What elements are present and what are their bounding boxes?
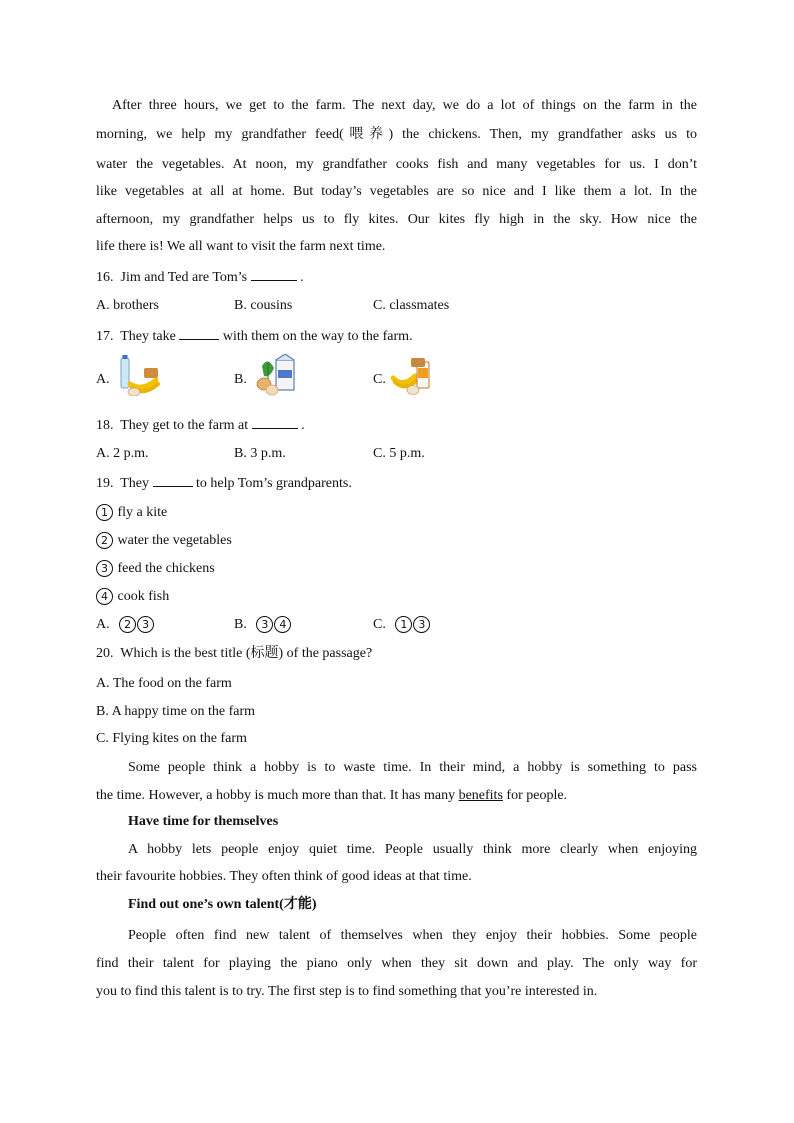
option-b: B. A happy time on the farm: [96, 704, 256, 719]
water-bottle-bananas-image: [116, 354, 162, 396]
option-a-letter: A.: [96, 372, 110, 387]
passage-line: you to find this talent is to try. The first step is to find something that you’re interested in.: [96, 984, 598, 999]
option-letter: C.: [373, 617, 386, 632]
circled-number: 3: [137, 616, 154, 633]
question-stem: They take: [120, 329, 176, 344]
question-stem-end: .: [300, 270, 304, 285]
passage-line: like vegetables at all at home. But today’s vegetables are so nice and I like them a lot. In the: [96, 184, 697, 199]
choice-item: [96, 503, 167, 523]
choice-item: [96, 531, 232, 551]
option-b-letter: B.: [234, 372, 247, 387]
question-stem: Which is the best title (标题) of the passage?: [120, 646, 373, 661]
circled-number: 2: [96, 532, 113, 549]
passage-line: People often find new talent of themselves when they enjoy their hobbies. Some people: [128, 928, 697, 943]
option-b: [234, 615, 292, 635]
passage-line: afternoon, my grandfather helps us to fly kites. Our kites fly high in the sky. How nice the: [96, 212, 697, 227]
passage-text: the time. However, a hobby is much more than that. It has many: [96, 788, 456, 803]
circled-number: 4: [96, 588, 113, 605]
circled-number: 3: [413, 616, 430, 633]
option-letter: B.: [234, 617, 247, 632]
eggs-vegetables-milk-image: [254, 354, 300, 396]
choice-item: [96, 559, 215, 579]
question-18: [96, 414, 305, 436]
answer-blank: [179, 325, 219, 340]
passage-line: A hobby lets people enjoy quiet time. People usually think more clearly when enjoying: [128, 842, 697, 857]
passage-line: their favourite hobbies. They often think of good ideas at that time.: [96, 869, 472, 884]
question-number: 19.: [96, 476, 114, 491]
question-stem-end: to help Tom’s grandparents.: [196, 476, 352, 491]
section-heading: Find out one’s own talent(才能): [128, 897, 317, 912]
option-b: B. cousins: [234, 298, 293, 313]
question-20: [96, 644, 372, 664]
answer-blank: [252, 414, 298, 429]
option-letter: A.: [96, 617, 110, 632]
circled-number: 1: [96, 504, 113, 521]
circled-number: 1: [395, 616, 412, 633]
passage-line: find their talent for playing the piano only when they sit down and play. The only way for: [96, 956, 697, 971]
passage-line: water the vegetables. At noon, my grandfather cooks fish and many vegetables for us. I don’t: [96, 157, 697, 172]
section-heading: Have time for themselves: [128, 814, 279, 829]
choice-text: fly a kite: [117, 505, 168, 520]
question-number: 16.: [96, 270, 114, 285]
passage-line: morning, we help my grandfather feed(喂养) the chickens. Then, my grandfather asks us to: [96, 127, 697, 142]
question-number: 18.: [96, 418, 114, 433]
choice-text: water the vegetables: [117, 533, 232, 548]
question-number: 17.: [96, 329, 114, 344]
option-a: [96, 615, 155, 635]
passage-line: life there is! We all want to visit the farm next time.: [96, 239, 386, 254]
circled-number: 3: [96, 560, 113, 577]
question-19: [96, 472, 352, 494]
question-stem: Jim and Ted are Tom’s: [120, 270, 248, 285]
circled-number: 2: [119, 616, 136, 633]
option-a: A. 2 p.m.: [96, 446, 149, 461]
option-c: C. 5 p.m.: [373, 446, 425, 461]
question-stem: They get to the farm at: [120, 418, 249, 433]
choice-text: feed the chickens: [117, 561, 215, 576]
option-b: B. 3 p.m.: [234, 446, 286, 461]
question-16: [96, 266, 304, 288]
bananas-bread-juice-image: [391, 354, 437, 396]
passage-line: Some people think a hobby is to waste time. In their mind, a hobby is something to pass: [128, 760, 697, 775]
option-c: [373, 615, 431, 635]
answer-blank: [251, 266, 297, 281]
question-number: 20.: [96, 646, 114, 661]
circled-number: 4: [274, 616, 291, 633]
passage-line: [96, 782, 697, 810]
answer-blank: [153, 472, 193, 487]
question-stem: They: [120, 476, 150, 491]
passage-line: After three hours, we get to the farm. The next day, we do a lot of things on the farm in the: [112, 98, 697, 113]
question-stem-end: .: [301, 418, 305, 433]
choice-item: [96, 587, 169, 607]
option-a: A. brothers: [96, 298, 159, 313]
option-c: C. classmates: [373, 298, 450, 313]
passage-text: for people.: [502, 788, 568, 803]
circled-number: 3: [256, 616, 273, 633]
question-stem-end: with them on the way to the farm.: [222, 329, 413, 344]
option-c: C. Flying kites on the farm: [96, 731, 247, 746]
choice-text: cook fish: [117, 589, 170, 604]
option-a: A. The food on the farm: [96, 676, 232, 691]
underlined-word: benefits: [458, 788, 503, 803]
question-17: [96, 325, 413, 347]
option-c-letter: C.: [373, 372, 386, 387]
